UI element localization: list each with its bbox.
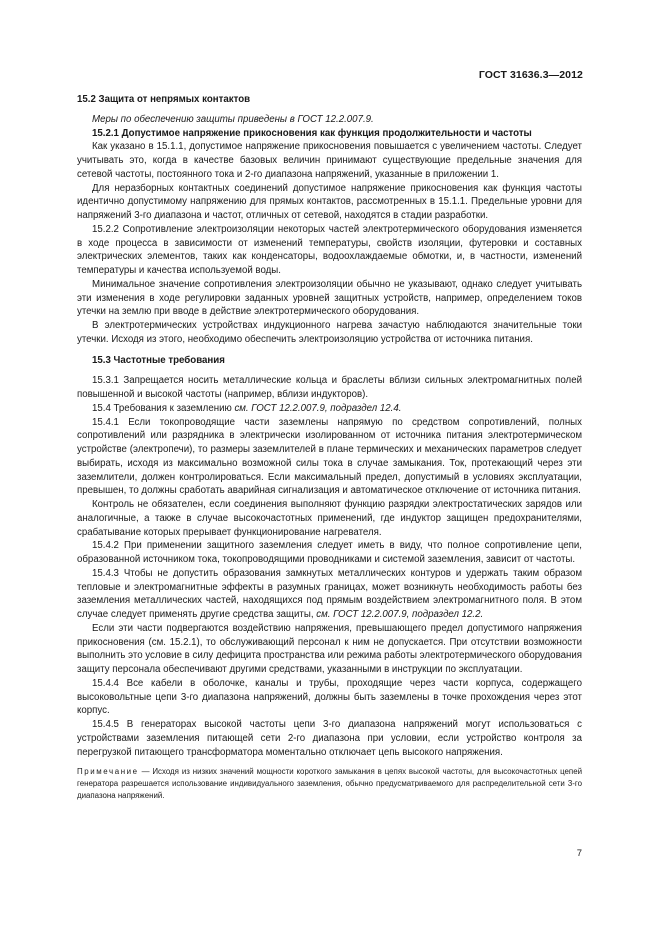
page-number: 7 (576, 848, 582, 859)
note (77, 766, 582, 802)
section-heading: 15.3 Частотные требования (92, 354, 225, 366)
paragraph (77, 113, 582, 127)
paragraph: Для неразборных контактных соединений допустимое напряжение прикосновения как функция частоты идентично допустимому напряжению для прямых контактов, рассмотренных в 15.1.1. Предельные уровни для напряжений 3-го диапазона и частот, отличных от сетевой, находятся в стадии разработки. (77, 182, 582, 221)
paragraph: 15.4.1 Если токопроводящие части заземлены напрямую по средством сопротивлений, полных сопротивлений или разрядника в электрически изолированном от источника питания электротермическом устройстве (электропечи), то размеры заземлителей в плане термических и механических параметров следует выбирать, исходя из максимально возможной силы тока в случае замыкания. Ток, протекающий через эти заземлители, должен контролироваться. Если максимальный предел, допустимый в условиях эксплуатации, превышен, то должны сработать аварийная сигнализация и автоматическое отключение от источника питания. (77, 416, 582, 497)
reference-text: см. ГОСТ 12.2.007.9, подраздел 12.2. (316, 609, 484, 620)
paragraph (77, 402, 582, 416)
document-body (77, 93, 582, 802)
paragraph: 15.4.5 В генераторах высокой частоты цепи 3-го диапазона напряжений могут использоваться с устройствами заземления питающей сети 2-го диапазона при условии, если устройство контроля за перегрузкой питающего трансформатора моментально отключает цепь высокого напряжения. (77, 719, 582, 758)
paragraph: 15.4.2 При применении защитного заземления следует иметь в виду, что полное сопротивление цепи, образованной источником тока, токопроводящими проводниками и системой заземления, зависит от частоты. (77, 540, 582, 565)
paragraph: В электротермических устройствах индукционного нагрева зачастую наблюдаются значительные токи утечки. Исходя из этого, необходимо обеспечить электроизоляцию устройства от источника питания. (77, 320, 582, 345)
paragraph: Контроль не обязателен, если соединения выполняют функцию разрядки электростатических зарядов или аналогичные, а также в случае высокочастотных применений, где индуктор защищен предохранителями, срабатывание которых прерывает функционирование нагревателя. (77, 499, 582, 538)
paragraph: Минимальное значение сопротивления электроизоляции обычно не указывают, однако следует учитывать эти изменения в ходе регулировки заданных уровней защитных устройств, например, определением токов утечки на землю при вводе в действие электротермического оборудования. (77, 278, 582, 318)
note-text: — Исходя из низких значений мощности короткого замыкания в цепях высокой частоты, для высокочастотных цепей генератора разрешается использование индивидуального заземления, обычно предусматриваемого для распределительной сети 3-го диапазона напряжений. (77, 767, 582, 801)
subsection-heading: 15.2.1 Допустимое напряжение прикосновения как функция продолжительности и частоты (92, 127, 532, 139)
paragraph: 15.2.2 Сопротивление электроизоляции некоторых частей электротермического оборудования изменяется в ходе процесса в зависимости от изменений температуры, свойств изоляции, футеровки и составных электрических элементов, таких как конденсаторы, водоохлаждаемые обмотки, и, в частности, изменений температуры и качества используемой воды. (77, 223, 582, 276)
section-heading: 15.2 Защита от непрямых контактов (77, 94, 251, 105)
paragraph (77, 567, 582, 622)
paragraph-text: 15.4.3 Чтобы не допустить образования замкнутых металлических контуров и удержать таким образом тепловые и электромагнитные эффекты в разумных границах, может возникнуть необходимость работы без заземления металлических частей, находящихся под прямым воздействием электромагнитного поля. В этом случае следует применять другие средства защиты, (77, 567, 582, 620)
paragraph-text: 15.4 Требования к заземлению (92, 402, 235, 414)
paragraph: 15.3.1 Запрещается носить металлические кольца и браслеты вблизи сильных электромагнитных полей повышенной и высокой частоты (например, вблизи индукторов). (77, 375, 582, 400)
paragraph: 15.4.4 Все кабели в оболочке, каналы и трубы, проходящие через части корпуса, содержащего высоковольтные цепи 3-го диапазона напряжений, должны быть заземлены в точке прохождения через этот корпус. (77, 677, 582, 717)
reference-text: Меры по обеспечению защиты приведены в ГОСТ 12.2.007.9. (92, 113, 374, 125)
reference-text: см. ГОСТ 12.2.007.9, подраздел 12.4. (234, 402, 402, 414)
paragraph: Если эти части подвергаются воздействию напряжения, превышающего предел допустимого напряжения прикосновения (см. 15.2.1), то обслуживающий персонал к ним не допускается. При отсутствии возможности выполнить это условие в силу дефицита пространства или режима работы электротермического оборудования защиту персонала обеспечивают другими средствами, указанными в инструкции по эксплуатации. (77, 622, 582, 675)
note-label: Примечание (77, 767, 139, 777)
document-code: ГОСТ 31636.3—2012 (478, 69, 583, 81)
paragraph: Как указано в 15.1.1, допустимое напряжение прикосновения повышается с увеличением частоты. Следует учитывать это, когда в качестве базовых величин принимают существующие предельные значения для сетевой частоты, постоянного тока и 2-го диапазона напряжений, указанные в приложении 1. (77, 141, 582, 180)
